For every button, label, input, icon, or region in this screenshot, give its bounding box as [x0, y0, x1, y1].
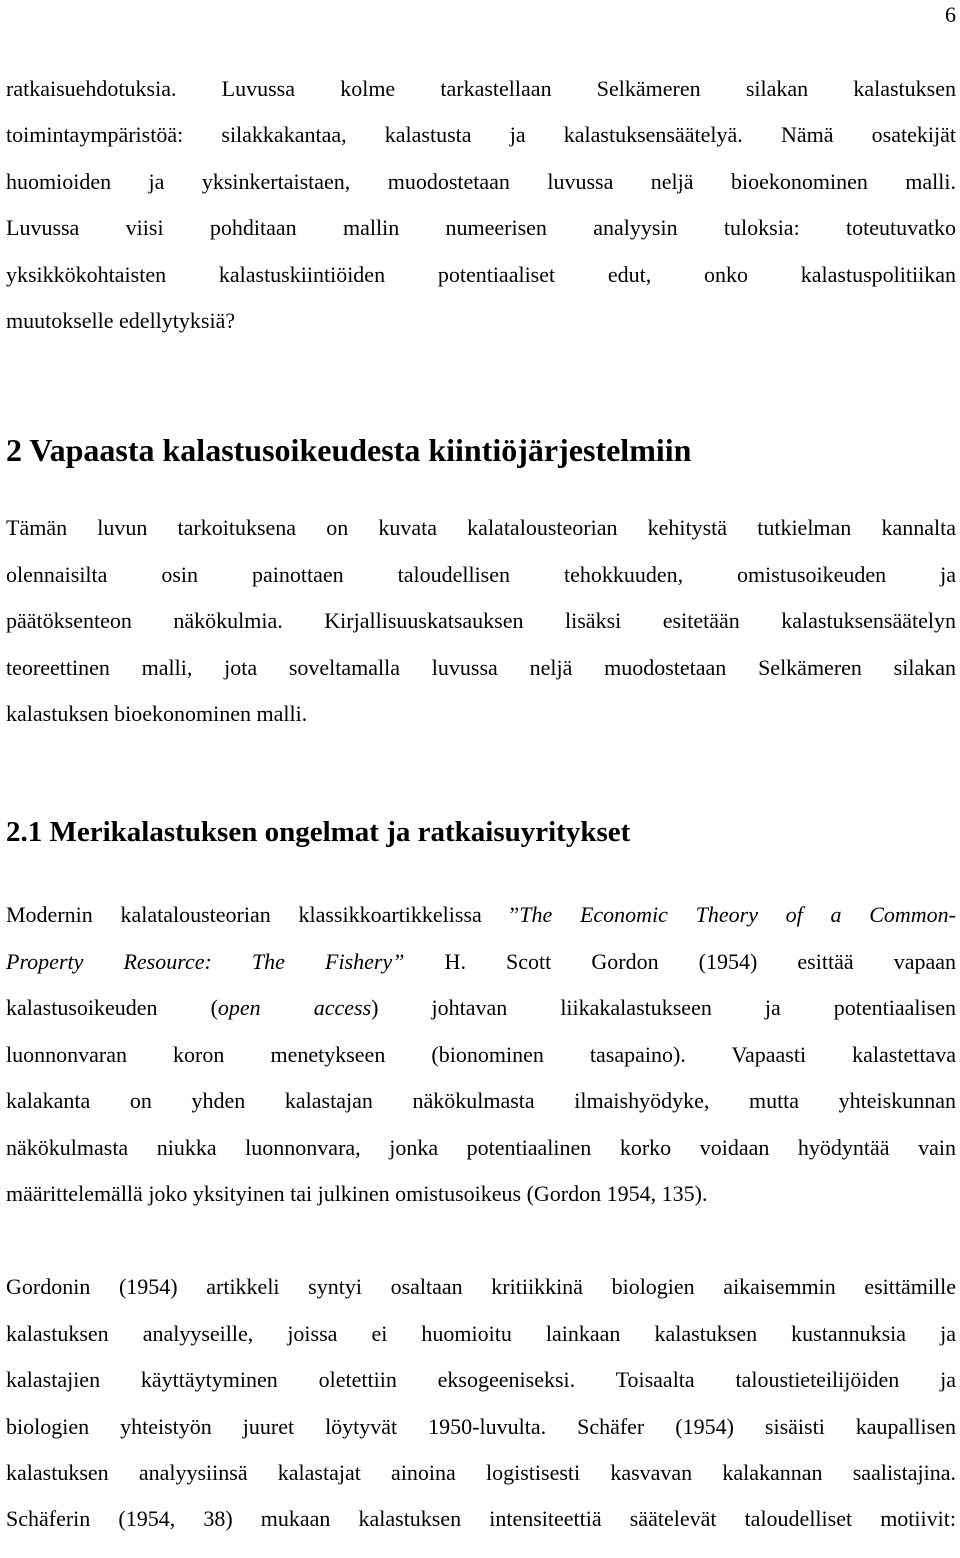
text-segment: kalastusoikeuden (	[6, 995, 218, 1021]
article-title-italic: The Economic Theory of a Common-	[519, 902, 956, 928]
text-line: kalastuksen bioekonominen malli.	[6, 701, 308, 727]
text-segment: H. Scott Gordon (1954) esittää vapaan	[404, 948, 956, 974]
text-line: Tämän luvun tarkoituksena on kuvata kalatalousteorian kehitystä tutkielman kannalta	[6, 515, 956, 541]
text-line: Schäferin (1954, 38) mukaan kalastuksen intensiteettiä säätelevät taloudelliset motiivit:	[6, 1506, 956, 1532]
section-2-paragraph	[6, 505, 956, 737]
text-line: kalastajien käyttäytyminen oletettiin eksogeeniseksi. Toisaalta taloustieteilijöiden ja	[6, 1367, 956, 1393]
section-2-1-heading: 2.1 Merikalastuksen ongelmat ja ratkaisuyritykset	[6, 816, 631, 849]
text-line: yksikkökohtaisten kalastuskiintiöiden potentiaaliset edut, onko kalastuspolitiikan	[6, 261, 956, 287]
text-line: kalastuksen analyyseille, joissa ei huomioitu lainkaan kalastuksen kustannuksia ja	[6, 1320, 956, 1346]
page-number: 6	[945, 2, 956, 27]
text-line	[6, 939, 956, 985]
intro-paragraph	[6, 66, 956, 344]
text-line: teoreettinen malli, jota soveltamalla luvussa neljä muodostetaan Selkämeren silakan	[6, 654, 956, 680]
text-line: biologien yhteistyön juuret löytyvät 1950-luvulta. Schäfer (1954) sisäisti kaupallisen	[6, 1413, 956, 1439]
text-line: kalastuksen analyysiinsä kalastajat ainoina logistisesti kasvavan kalakannan saalistajina.	[6, 1459, 956, 1485]
section-2-1-paragraph-1	[6, 892, 956, 1217]
text-line: luonnonvaran koron menetykseen (bionominen tasapaino). Vapaasti kalastettava	[6, 1041, 956, 1067]
text-line: näkökulmasta niukka luonnonvara, jonka potentiaalinen korko voidaan hyödyntää vain	[6, 1134, 956, 1160]
text-line: päätöksenteon näkökulmia. Kirjallisuuskatsauksen lisäksi esitetään kalastuksensäätelyn	[6, 608, 956, 634]
article-title-italic: Property Resource: The Fishery”	[6, 948, 405, 974]
text-line: kalakanta on yhden kalastajan näkökulmasta ilmaishyödyke, mutta yhteiskunnan	[6, 1088, 956, 1114]
text-line: toimintaympäristöä: silakkakantaa, kalastusta ja kalastuksensäätelyä. Nämä osatekijät	[6, 122, 956, 148]
text-line: Luvussa viisi pohditaan mallin numeerisen analyysin tuloksia: toteutuvatko	[6, 215, 956, 241]
text-line	[6, 985, 956, 1031]
term-italic: open access	[217, 995, 372, 1021]
section-2-heading: 2 Vapaasta kalastusoikeudesta kiintiöjärjestelmiin	[6, 432, 692, 469]
document-body	[6, 66, 956, 1543]
text-line: ratkaisuehdotuksia. Luvussa kolme tarkastellaan Selkämeren silakan kalastuksen	[6, 76, 956, 101]
text-line: Gordonin (1954) artikkeli syntyi osaltaan kritiikkinä biologien aikaisemmin esittämille	[6, 1274, 956, 1300]
text-line: määrittelemällä joko yksityinen tai julkinen omistusoikeus (Gordon 1954, 135).	[6, 1180, 708, 1206]
text-line	[6, 892, 956, 938]
section-2-1-paragraph-2	[6, 1264, 956, 1542]
text-segment: ) johtavan liikakalastukseen ja potentiaalisen	[371, 995, 956, 1021]
text-line: olennaisilta osin painottaen taloudellisen tehokkuuden, omistusoikeuden ja	[6, 561, 956, 587]
text-segment: Modernin kalatalousteorian klassikkoartikkelissa ”	[6, 902, 520, 928]
text-line: muutokselle edellytyksiä?	[6, 308, 236, 334]
text-line: huomioiden ja yksinkertaistaen, muodostetaan luvussa neljä bioekonominen malli.	[6, 168, 956, 194]
